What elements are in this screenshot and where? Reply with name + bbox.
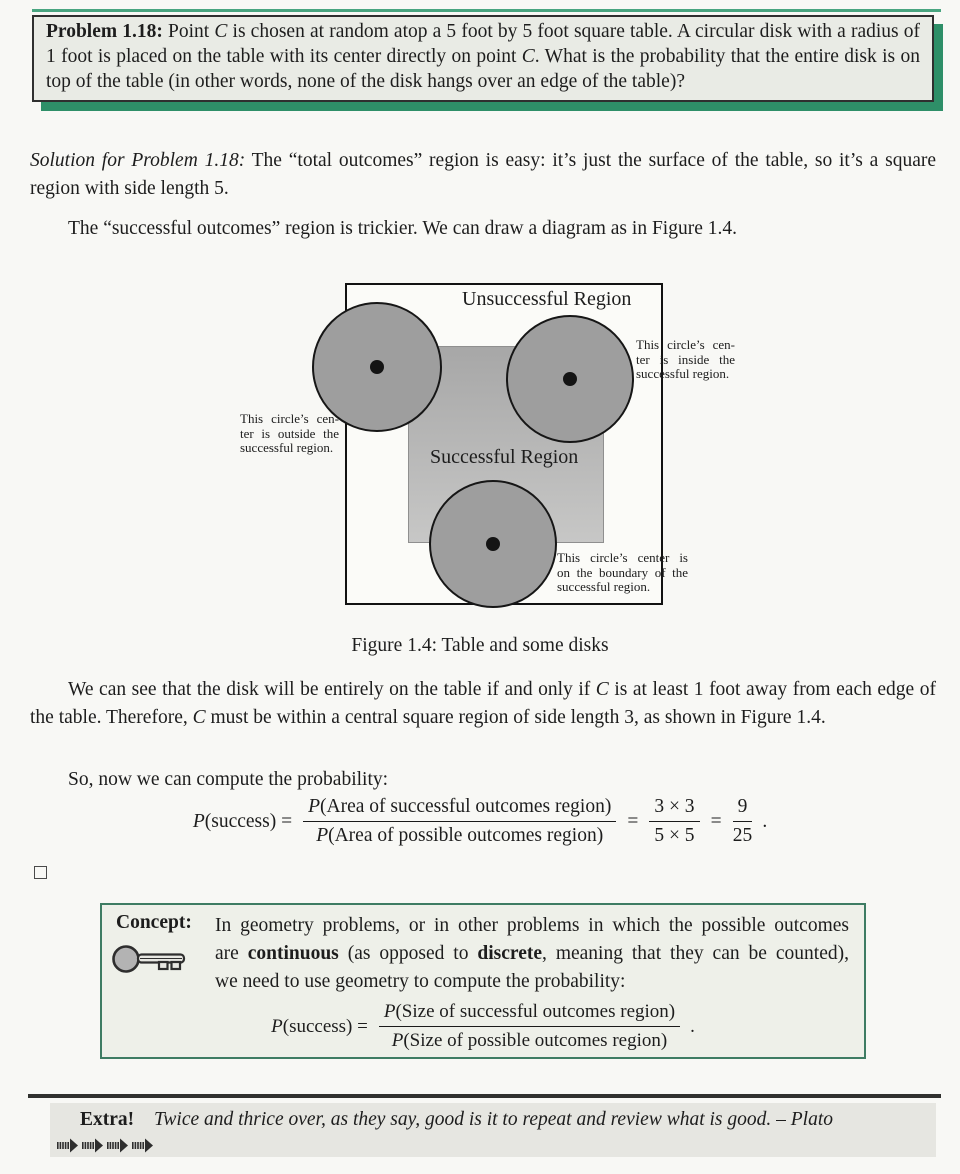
disk-center-dot — [486, 537, 500, 551]
equation-period: . — [762, 810, 768, 832]
fraction-9-over-25: $\frac{9}{25}$ — [732, 796, 753, 846]
disk-center-dot — [370, 360, 384, 374]
probability-equation — [0, 796, 960, 847]
fraction-sizes: $\frac{\text{P(Size of successful outcomes region)}}{\text{P(Size of possible outcomes region)}}$ — [379, 1001, 680, 1052]
fraction-3x3-over-5x5: $\frac{3 \times 3}{5 \times 5}$ — [649, 796, 699, 847]
unsuccessful-region-label: Unsuccessful Region — [462, 288, 632, 310]
equals-sign: = — [627, 810, 639, 832]
solution-lead: Solution for Problem 1.18: — [30, 150, 246, 171]
fraction-areas: $\frac{\text{P(Area of successful outcomes region)}}{\text{P(Area of possible outcomes region)}}$ — [303, 796, 616, 847]
equals-sign: = — [710, 810, 722, 832]
disk-bottom — [429, 480, 557, 608]
annotation-bottom: This circle’s center is on the boundary of the successful region. — [557, 550, 688, 595]
concept-label: Concept: — [116, 912, 192, 933]
striped-arrow-icon — [107, 1138, 128, 1153]
problem-label: Problem 1.18: — [46, 21, 163, 42]
concept-box — [100, 903, 866, 1059]
variable-c: C — [214, 21, 228, 42]
concept-text: In geometry problems, or in other problems in which the possible outcomes are continuous (as opposed to discrete, meaning that they can be counted), we need to use geometry to compute the probability: — [215, 915, 849, 992]
striped-arrow-icon — [132, 1138, 153, 1153]
concept-equation: P(success) = $\frac{\text{P(Size of successful outcomes region)}}{\text{P(Size of possible outcomes region)}}$ . — [271, 1001, 695, 1051]
solution-paragraph-4: So, now we can compute the probability: — [68, 769, 389, 790]
extra-arrows — [57, 1138, 153, 1153]
variable-c: C — [595, 679, 609, 700]
variable-c: C — [521, 45, 535, 67]
extra-label: Extra! — [80, 1109, 135, 1130]
striped-arrow-icon — [57, 1138, 78, 1153]
variable-c: C — [192, 706, 206, 728]
extra-quote: Twice and thrice over, as they say, good is it to repeat and review what is good. – Plato — [154, 1109, 833, 1130]
key-icon — [110, 941, 192, 979]
extra-divider-rule — [28, 1094, 941, 1098]
qed-square — [34, 866, 47, 879]
figure-caption: Figure 1.4: Table and some disks — [351, 635, 609, 656]
disk-center-dot — [563, 372, 577, 386]
striped-arrow-icon — [82, 1138, 103, 1153]
solution-paragraph-3: We can see that the disk will be entirely on the table if and only if C is at least 1 foot away from each edge of the table. Therefore, C must be within a central square region of side length 3, as shown in Figure 1.4. — [30, 679, 936, 728]
equation-lhs: P(success) = — [192, 810, 293, 832]
solution-paragraph-1: Solution for Problem 1.18: The “total outcomes” region is easy: it’s just the surface of the table, so it’s a square region with side length 5. — [30, 150, 936, 199]
problem-text: Point C is chosen at random atop a 5 foot by 5 foot square table. A circular disk with a radius of 1 foot is placed on the table with its center directly on point C. What is the probability that the entire disk is on top of the table (in other words, none of the disk hangs over an edge of the table)? — [46, 21, 920, 92]
solution-paragraph-2: The “successful outcomes” region is trickier. We can draw a diagram as in Figure 1.4. — [68, 218, 737, 239]
successful-region-label: Successful Region — [430, 446, 579, 468]
disk-top-right — [506, 315, 634, 443]
annotation-left: This circle’s cen- ter is outside the successful region. — [240, 411, 339, 456]
annotation-right: This circle’s cen- ter is inside the successful region. — [636, 337, 735, 382]
extra-box — [50, 1103, 936, 1157]
